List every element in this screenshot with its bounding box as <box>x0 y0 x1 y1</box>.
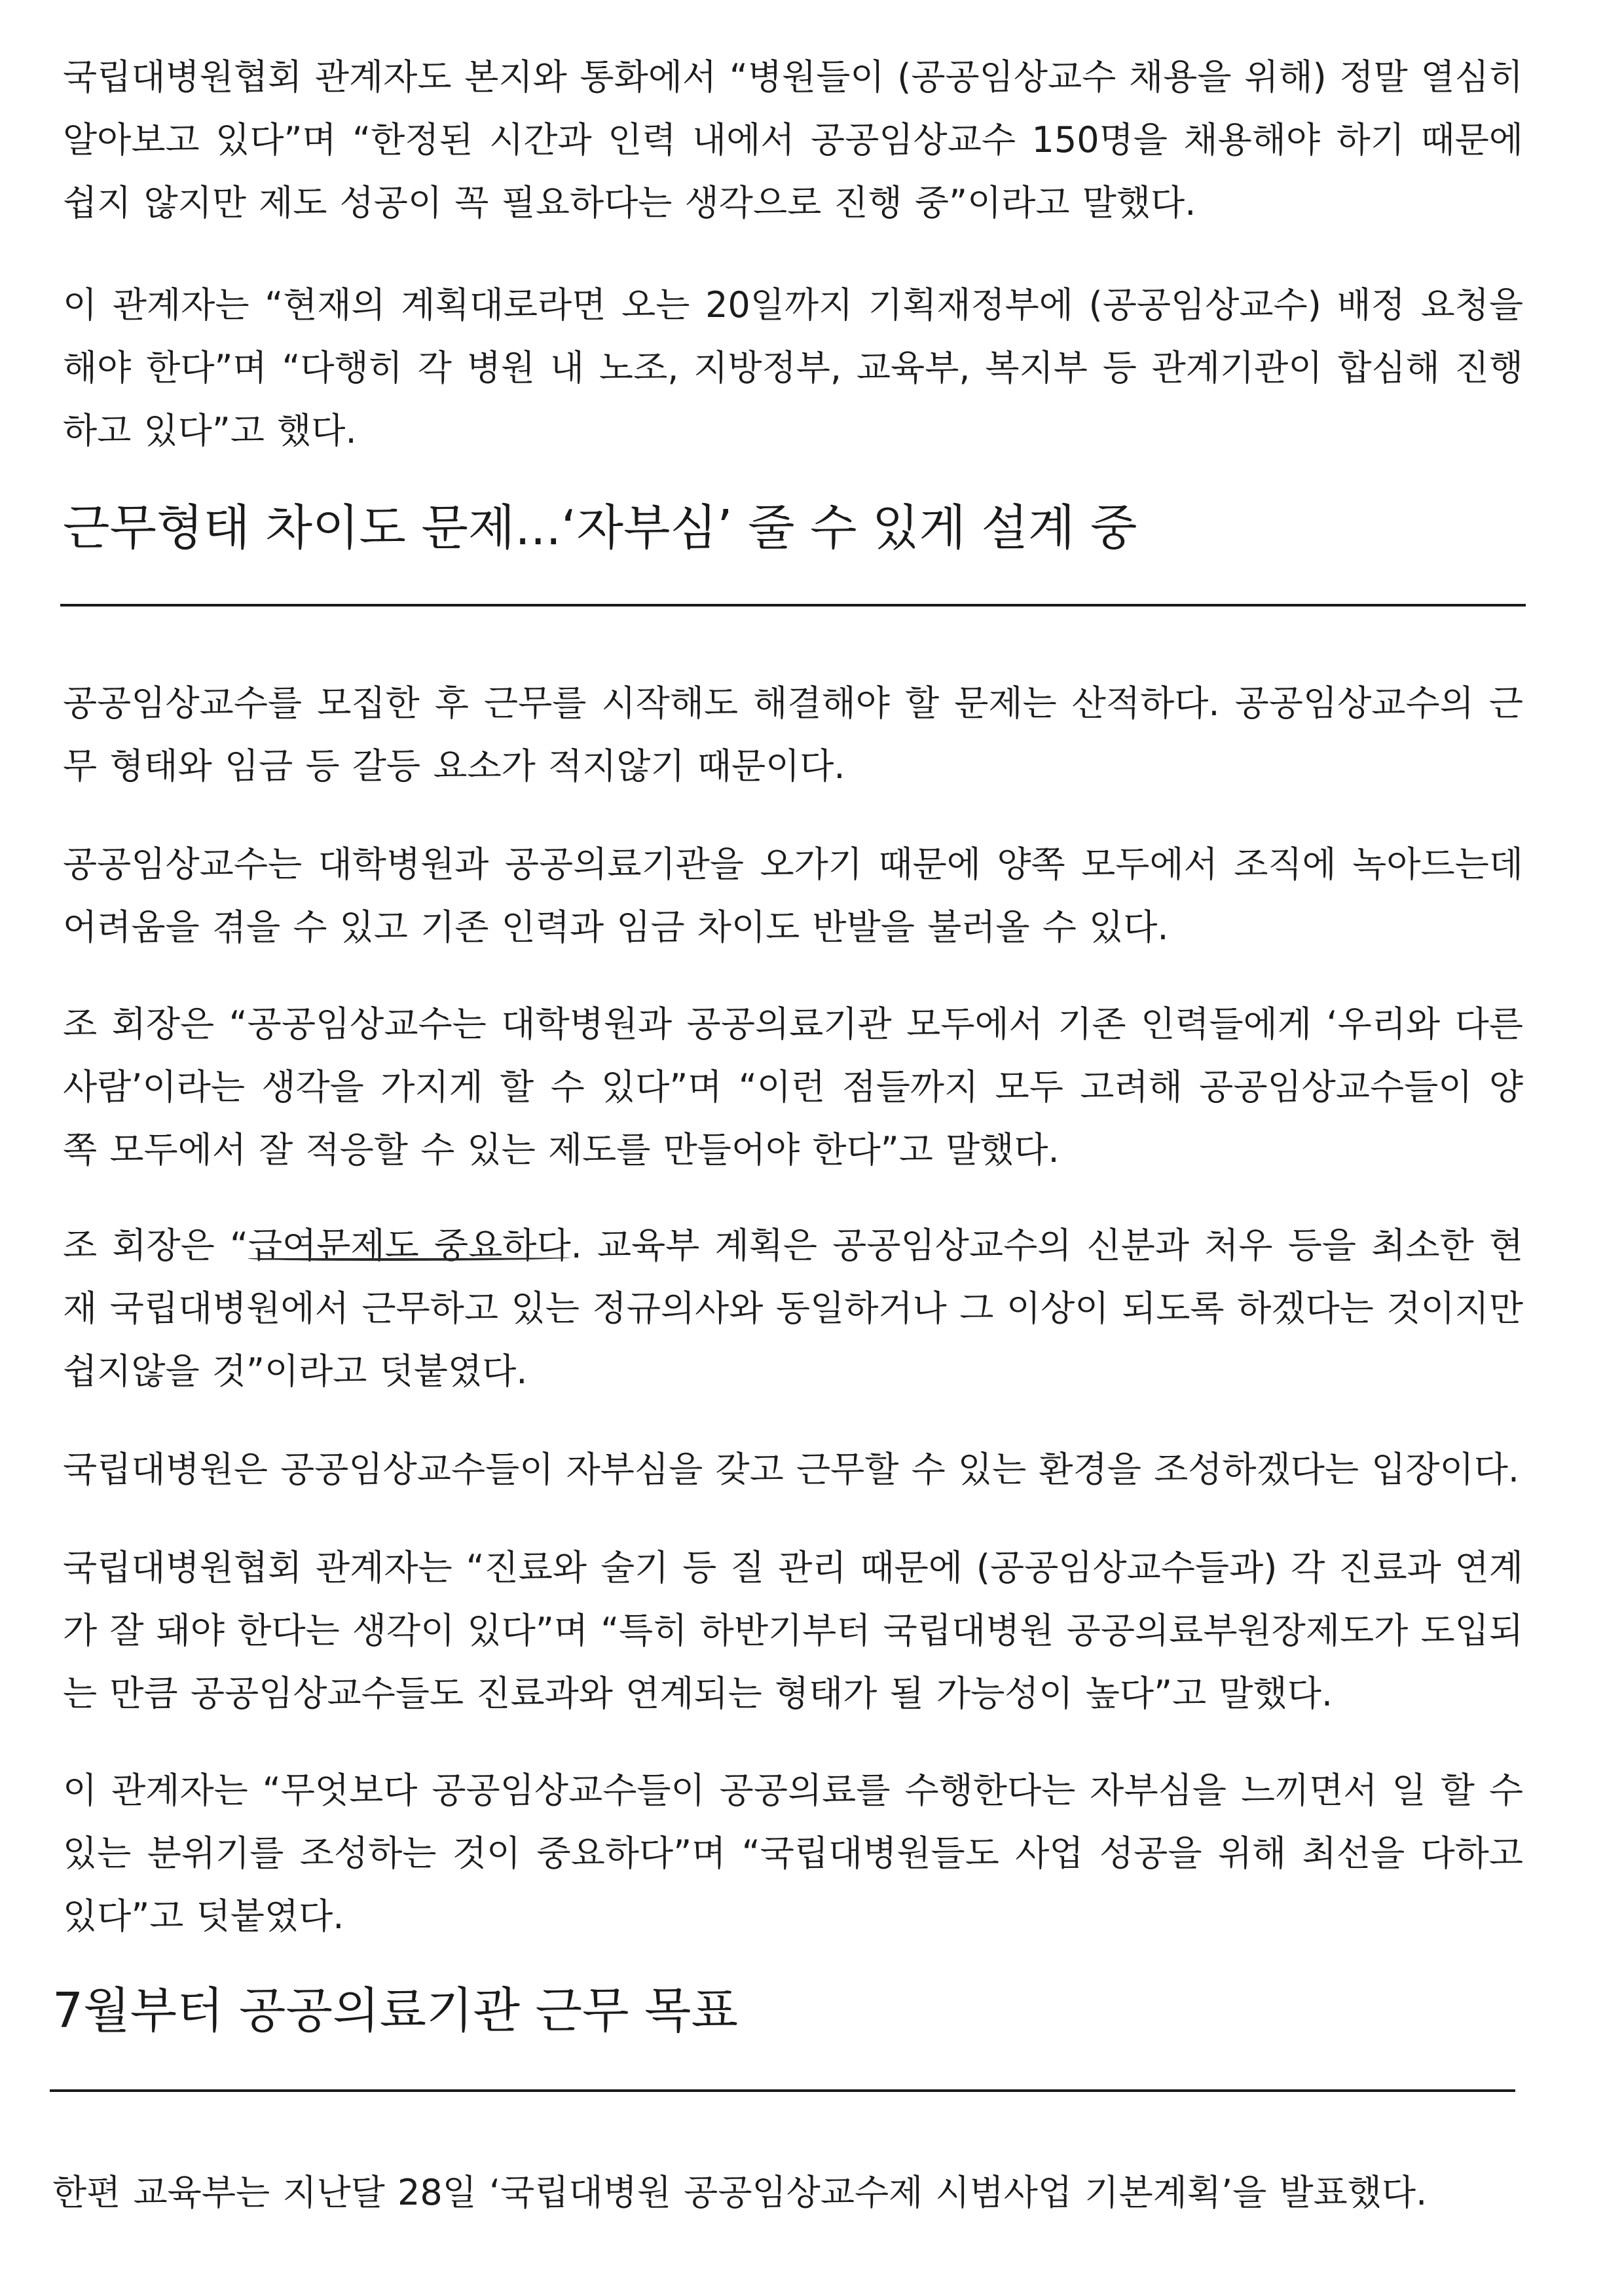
paragraph-salary-issue <box>63 1214 1523 1403</box>
paragraph-allocation-request: 이 관계자는 “현재의 계획대로라면 오는 20일까지 기획재정부에 (공공임상교수) 배정 요청을 해야 한다”며 “다행히 각 병원 내 노조, 지방정부, 교육부, 복지부 등 관계기관이 합심해 진행하고 있다”고 했다. <box>63 284 1523 451</box>
paragraph-pride-atmosphere: 이 관계자는 “무엇보다 공공임상교수들이 공공의료를 수행한다는 자부심을 느끼면서 일 할 수 있는 분위기를 조성하는 것이 중요하다”며 “국립대병원들도 사업 성공을 위해 최선을 다하고 있다”고 덧붙였다. <box>63 1770 1523 1937</box>
paragraph-adaptation-difficulty: 공공임상교수는 대학병원과 공공의료기관을 오가기 때문에 양쪽 모두에서 조직에 녹아드는데 어려움을 겪을 수 있고 기존 인력과 임금 차이도 반발을 불러올 수 있다. <box>63 844 1523 948</box>
paragraph-chairman-quote: 조 회장은 “공공임상교수는 대학병원과 공공의료기관 모두에서 기존 인력들에게 ‘우리와 다른 사람’이라는 생각을 가지게 할 수 있다”며 “이런 점들까지 모두 고려해 공공임상교수들이 양 쪽 모두에서 잘 적응할 수 있는 제도를 만들어야 한다”고 말했다. <box>63 1003 1523 1170</box>
salary-quote-suffix: . 교육부 계획은 공공임상교수의 신분과 처우 등을 최소한 현재 국립대병원에서 근무하고 있는 정규의사와 동일하거나 그 이상이 되도록 하겠다는 것이지만 쉽지않을 것”이라고 덧붙였다. <box>63 1225 1524 1392</box>
handwritten-underline-salary: 급여문제도 중요하다 <box>248 1225 571 1266</box>
heading-divider <box>60 604 1526 606</box>
heading-divider <box>50 2089 1515 2092</box>
paragraph-basic-plan-announcement: 한편 교육부는 지난달 28일 ‘국립대병원 공공임상교수제 시범사업 기본계획’을 발표했다. <box>52 2172 1428 2213</box>
section-heading-work-type: 근무형태 차이도 문제...‘자부심’ 줄 수 있게 설계 중 <box>63 500 1137 556</box>
section-heading-july-target: 7월부터 공공의료기관 근무 목표 <box>52 1983 738 2039</box>
paragraph-hospital-association-call: 국립대병원협회 관계자도 본지와 통화에서 “병원들이 (공공임상교수 채용을 위해) 정말 열심히 알아보고 있다”며 “한정된 시간과 인력 내에서 공공임상교수 150명을 채용해야 하기 때문에 쉽지 않지만 제도 성공이 꼭 필요하다는 생각으로 진행 중”이라고 말했다. <box>63 56 1523 223</box>
paragraph-hospital-position: 국립대병원은 공공임상교수들이 자부심을 갖고 근무할 수 있는 환경을 조성하겠다는 입장이다. <box>63 1449 1520 1490</box>
salary-quote-prefix: 조 회장은 “ <box>63 1225 248 1266</box>
paragraph-pending-issues: 공공임상교수를 모집한 후 근무를 시작해도 해결해야 할 문제는 산적하다. 공공임상교수의 근무 형태와 임금 등 갈등 요소가 적지않기 때문이다. <box>63 682 1523 787</box>
paragraph-department-linkage: 국립대병원협회 관계자는 “진료와 술기 등 질 관리 때문에 (공공임상교수들과) 각 진료과 연계가 잘 돼야 한다는 생각이 있다”며 “특히 하반기부터 국립대병원 공공의료부원장제도가 도입되는 만큼 공공임상교수들도 진료과와 연계되는 형태가 될 가능성이 높다”고 말했다. <box>63 1547 1523 1714</box>
